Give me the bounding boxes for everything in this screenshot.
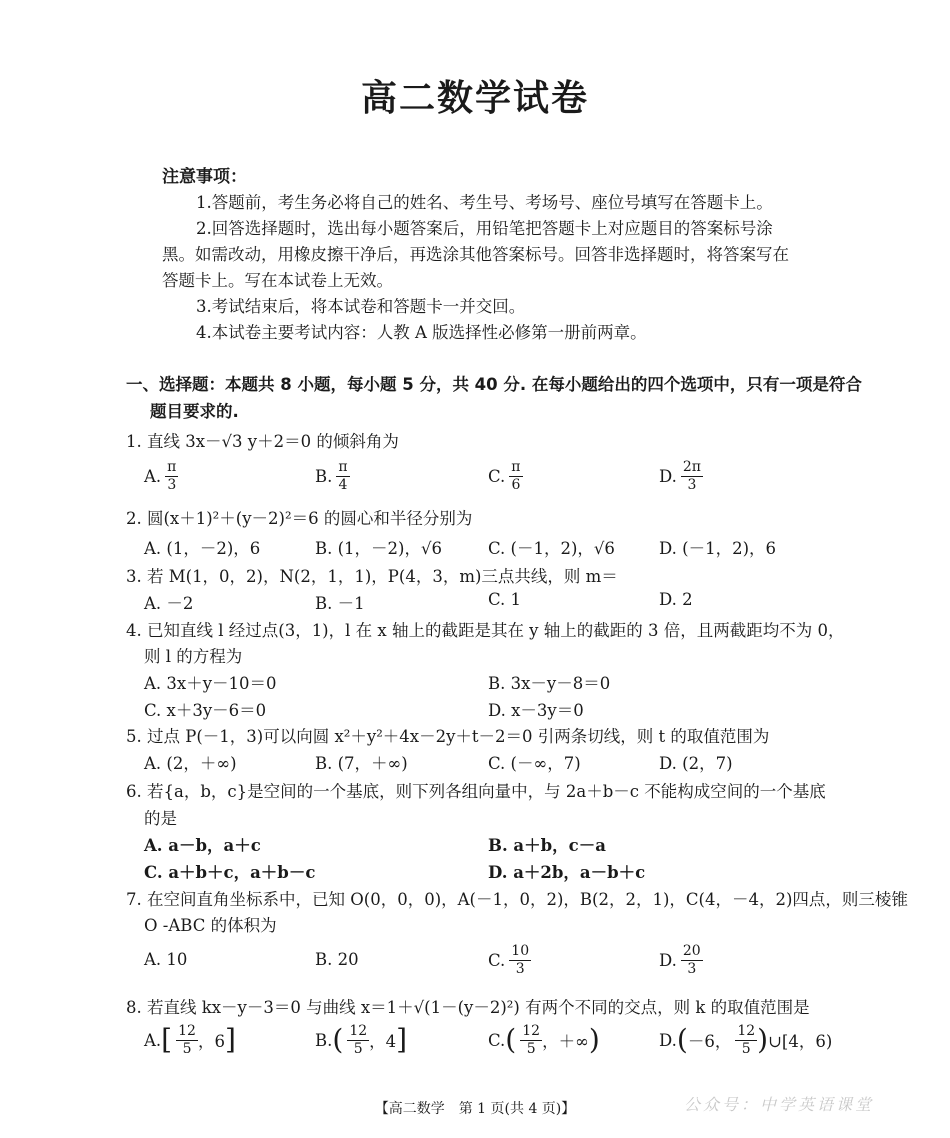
q5-option-a: A. (2，＋∞) <box>144 754 237 773</box>
numerator: 10 <box>511 942 530 959</box>
q2-option-b: B. (1，－2)，√6 <box>315 539 442 558</box>
fraction <box>520 1023 542 1058</box>
numerator: 2π <box>682 458 701 475</box>
notice-line-1: 1.答题前，考生务必将自己的姓名、考生号、考场号、座位号填写在答题卡上。 <box>196 193 773 212</box>
q6-option-c: C. a＋b＋c，a＋b－c <box>144 863 316 882</box>
option-label: D. <box>659 950 677 970</box>
q8-option-b <box>315 1020 407 1060</box>
q3-option-d: D. 2 <box>659 590 693 609</box>
bracket-open: ( <box>676 1023 688 1056</box>
q4-option-d: D. x－3y＝0 <box>488 701 584 720</box>
q1-option-b <box>315 456 350 496</box>
option-label: A. <box>144 466 162 486</box>
q7-option-b: B. 20 <box>315 950 359 969</box>
q2-option-a: A. (1，－2)，6 <box>144 539 261 558</box>
bracket-close: ) <box>588 1023 600 1056</box>
q7-stem-cont: O -ABC 的体积为 <box>144 916 277 935</box>
section-heading-cont: 题目要求的. <box>150 402 239 421</box>
numerator: 12 <box>522 1022 541 1039</box>
q1-option-a <box>144 456 178 496</box>
q1-stem: 1. 直线 3x－√3 y＋2＝0 的倾斜角为 <box>126 432 399 451</box>
denominator: 4 <box>338 476 348 493</box>
q6-option-d: D. a＋2b，a－b＋c <box>488 863 646 882</box>
denominator: 3 <box>687 960 697 977</box>
q7-stem: 7. 在空间直角坐标系中，已知 O(0，0，0)，A(－1，0，2)，B(2，2，1)，C(4，－4，2)四点，则三棱锥 <box>126 890 908 909</box>
notice-line-2: 2.回答选择题时，选出每小题答案后，用铅笔把答题卡上对应题目的答案标号涂 <box>196 219 773 238</box>
page-title: 高二数学试卷 <box>360 78 589 119</box>
q8-option-d <box>659 1020 832 1060</box>
denominator: 3 <box>515 960 525 977</box>
denominator: 3 <box>167 476 177 493</box>
numerator: 12 <box>178 1022 196 1039</box>
interval-rest: ∪[4，6) <box>768 1032 833 1051</box>
notice-line-5: 3.考试结束后，将本试卷和答题卡一并交回。 <box>196 297 526 316</box>
q4-option-c: C. x＋3y－6＝0 <box>144 701 267 720</box>
fraction <box>509 943 531 978</box>
q8-option-c <box>488 1020 600 1060</box>
option-label: C. <box>488 950 506 970</box>
bracket-open: ( <box>505 1023 517 1056</box>
q6-option-a: A. a－b，a＋c <box>144 836 261 855</box>
section-heading: 一、选择题：本题共 8 小题，每小题 5 分，共 40 分. 在每小题给出的四个选项中，只有一项是符合 <box>126 375 862 394</box>
watermark: 公众号：中学英语课堂 <box>684 1095 875 1114</box>
q2-stem: 2. 圆(x＋1)²＋(y－2)²＝6 的圆心和半径分别为 <box>126 509 473 528</box>
q7-option-c <box>488 940 531 980</box>
q4-option-b: B. 3x－y－8＝0 <box>488 674 611 693</box>
interval-pre: －6， <box>687 1032 732 1051</box>
option-label: C. <box>488 466 506 486</box>
q5-option-d: D. (2，7) <box>659 754 733 773</box>
denominator: 5 <box>353 1040 363 1057</box>
q5-option-c: C. (－∞，7) <box>488 754 581 773</box>
bracket-close: ) <box>757 1023 769 1056</box>
bracket-close: ] <box>396 1023 408 1056</box>
interval-rest: ，4 <box>369 1032 397 1051</box>
fraction <box>165 459 178 494</box>
option-label: A. <box>144 1030 162 1050</box>
denominator: 3 <box>687 476 697 493</box>
q2-option-d: D. (－1，2)，6 <box>659 539 776 558</box>
notice-line-3: 黑。如需改动，用橡皮擦干净后，再选涂其他答案标号。回答非选择题时，将答案写在 <box>162 245 789 264</box>
numerator: 12 <box>349 1022 368 1039</box>
option-label: D. <box>659 1030 677 1050</box>
fraction <box>336 459 349 494</box>
q1-option-d <box>659 456 703 496</box>
fraction <box>681 943 703 978</box>
fraction <box>681 459 703 494</box>
q7-option-a: A. 10 <box>144 950 188 969</box>
q8-stem: 8. 若直线 kx－y－3＝0 与曲线 x＝1＋√(1－(y－2)²) 有两个不同的交点，则 k 的取值范围是 <box>126 998 810 1017</box>
numerator: π <box>511 458 521 475</box>
numerator: 12 <box>737 1022 756 1039</box>
notice-line-4: 答题卡上。写在本试卷上无效。 <box>162 271 393 290</box>
q5-stem: 5. 过点 P(－1，3)可以向圆 x²＋y²＋4x－2y＋t－2＝0 引两条切线，则 t 的取值范围为 <box>126 727 770 746</box>
q3-option-b: B. －1 <box>315 594 365 613</box>
bracket-open: ( <box>332 1023 344 1056</box>
option-label: D. <box>659 466 677 486</box>
q3-stem: 3. 若 M(1，0，2)，N(2，1，1)，P(4，3，m)三点共线，则 m＝ <box>126 567 618 586</box>
q2-option-c: C. (－1，2)，√6 <box>488 539 615 558</box>
q6-option-b: B. a＋b，c－a <box>488 836 606 855</box>
denominator: 5 <box>182 1040 192 1057</box>
numerator: π <box>167 458 177 475</box>
fraction <box>347 1023 369 1058</box>
q5-option-b: B. (7，＋∞) <box>315 754 408 773</box>
notice-line-6: 4.本试卷主要考试内容：人教 A 版选择性必修第一册前两章。 <box>196 323 647 342</box>
denominator: 5 <box>741 1040 751 1057</box>
notice-heading: 注意事项： <box>162 167 247 187</box>
q7-option-d <box>659 940 703 980</box>
interval-rest: ，6 <box>197 1032 225 1051</box>
option-label: B. <box>315 1030 333 1050</box>
q3-option-a: A. －2 <box>144 594 194 613</box>
q6-stem: 6. 若{a，b，c}是空间的一个基底，则下列各组向量中，与 2a＋b－c 不能构成空间的一个基底 <box>126 782 826 801</box>
denominator: 5 <box>526 1040 536 1057</box>
page-footer: 【高二数学 第 1 页(共 4 页)】 <box>374 1101 576 1117</box>
option-label: C. <box>488 1030 506 1050</box>
numerator: 20 <box>682 942 701 959</box>
denominator: 6 <box>511 476 521 493</box>
fraction <box>509 459 522 494</box>
q4-stem-cont: 则 l 的方程为 <box>144 647 243 666</box>
q1-option-c <box>488 456 523 496</box>
numerator: π <box>338 458 348 475</box>
q8-option-a <box>144 1020 236 1060</box>
option-label: B. <box>315 466 333 486</box>
bracket-close: ] <box>224 1023 236 1056</box>
q6-stem-cont: 的是 <box>144 809 177 828</box>
interval-rest: ，＋∞ <box>542 1032 589 1051</box>
fraction <box>176 1023 198 1058</box>
q4-option-a: A. 3x＋y－10＝0 <box>144 674 277 693</box>
q4-stem: 4. 已知直线 l 经过点(3，1)，l 在 x 轴上的截距是其在 y 轴上的截距的 3 倍，且两截距均不为 0， <box>126 621 845 640</box>
q3-option-c: C. 1 <box>488 590 522 609</box>
fraction <box>735 1023 757 1058</box>
bracket-open: [ <box>161 1023 173 1056</box>
